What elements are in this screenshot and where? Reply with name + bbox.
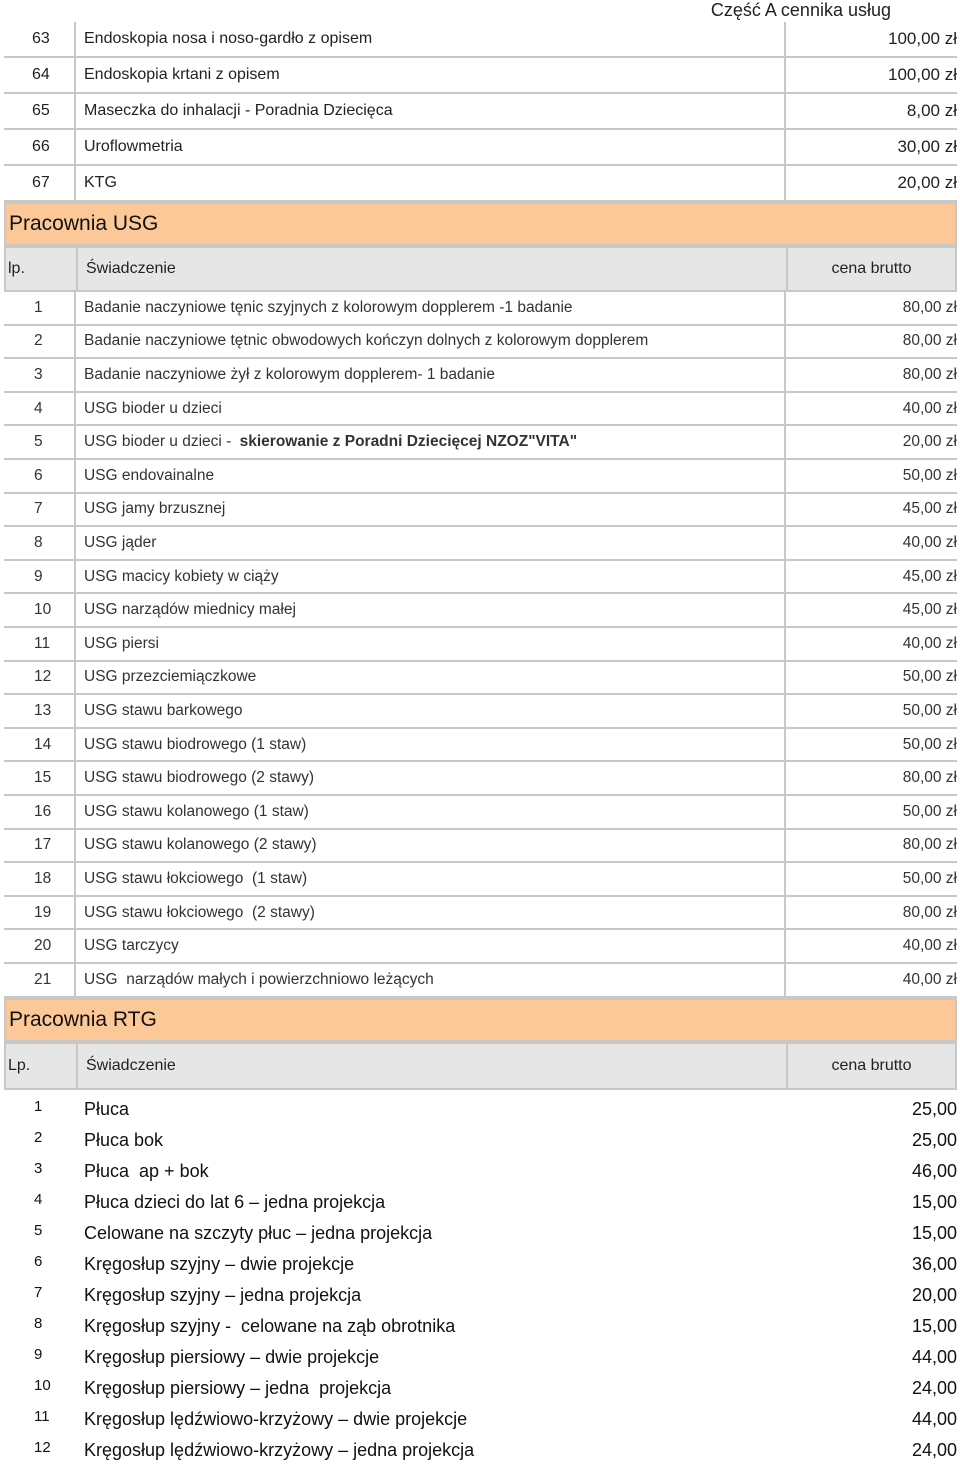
list-item [4, 1249, 957, 1280]
table-row [4, 695, 957, 729]
row-number: 66 [4, 130, 76, 164]
list-item [4, 1280, 957, 1311]
row-number: 10 [34, 1377, 51, 1394]
service-price: 50,00 zł [902, 466, 957, 484]
service-name [76, 762, 786, 794]
column-header-rtg [4, 1042, 957, 1090]
service-price: 25,00 [911, 1130, 957, 1150]
table-row [4, 393, 957, 427]
header-service: Świadczenie [78, 248, 788, 290]
service-price: 50,00 zł [902, 869, 957, 887]
service-price: 40,00 zł [902, 970, 957, 988]
service-name-text: USG stawu biodrowego (1 staw) [84, 735, 307, 753]
service-name [76, 292, 786, 324]
service-name: Kręgosłup piersiowy – jedna projekcja [84, 1378, 392, 1398]
row-number: 12 [34, 1439, 51, 1456]
row-number: 4 [34, 1191, 43, 1208]
row-number: 18 [4, 863, 76, 895]
header-price: cena brutto [831, 260, 912, 277]
service-name-text: USG stawu łokciowego (2 stawy) [84, 903, 315, 921]
service-name: Maseczka do inhalacji - Poradnia Dziecięca [76, 94, 786, 128]
table-row [4, 594, 957, 628]
row-number: 14 [4, 729, 76, 761]
row-number: 8 [34, 1315, 43, 1332]
table-row [4, 426, 957, 460]
header-price: cena brutto [831, 1057, 912, 1074]
service-price: 45,00 zł [902, 601, 957, 619]
section-title-rtg: Pracownia RTG [4, 998, 957, 1042]
rtg-list [4, 1094, 957, 1466]
service-price: 80,00 zł [902, 769, 957, 787]
row-number: 6 [4, 460, 76, 492]
table-row [4, 930, 957, 964]
service-price: 100,00 zł [888, 65, 957, 84]
service-price: 80,00 zł [902, 903, 957, 921]
table-row [4, 964, 957, 998]
service-price: 50,00 zł [902, 735, 957, 753]
row-number: 1 [34, 1098, 43, 1115]
row-number: 16 [4, 796, 76, 828]
service-name-bold: skierowanie z Poradni Dziecięcej NZOZ"VITA" [239, 433, 578, 451]
column-header-usg [4, 246, 957, 292]
table-row [4, 527, 957, 561]
service-price: 36,00 [911, 1254, 957, 1274]
list-item [4, 1125, 957, 1156]
table-row [4, 58, 957, 94]
service-price: 45,00 zł [902, 567, 957, 585]
service-price: 20,00 zł [902, 433, 957, 451]
list-item [4, 1156, 957, 1187]
header-lp: Lp. [6, 1044, 78, 1088]
row-number: 7 [34, 1284, 43, 1301]
row-number: 11 [34, 1408, 50, 1425]
section-title-usg: Pracownia USG [4, 202, 957, 246]
row-number: 63 [4, 22, 76, 56]
service-name [76, 729, 786, 761]
service-price: 20,00 [911, 1285, 957, 1305]
service-name-text: Badanie naczyniowe tęnic szyjnych z kolorowym dopplerem -1 badanie [84, 298, 573, 316]
list-item [4, 1435, 957, 1466]
service-price: 100,00 zł [888, 29, 957, 48]
row-number: 9 [4, 561, 76, 593]
service-price: 40,00 zł [902, 533, 957, 551]
service-price: 44,00 [911, 1409, 957, 1429]
service-name-text: USG stawu kolanowego (1 staw) [84, 802, 309, 820]
row-number: 20 [4, 930, 76, 962]
service-name: Płuca dzieci do lat 6 – jedna projekcja [84, 1192, 386, 1212]
service-name: Kręgosłup lędźwiowo-krzyżowy – jedna projekcja [84, 1440, 475, 1460]
row-number: 21 [4, 964, 76, 996]
row-number: 12 [4, 662, 76, 694]
table-row [4, 662, 957, 696]
table-row [4, 166, 957, 202]
service-name: Celowane na szczyty płuc – jedna projekcja [84, 1223, 433, 1243]
table-row [4, 460, 957, 494]
row-number: 7 [4, 494, 76, 526]
list-item [4, 1094, 957, 1125]
service-name: Kręgosłup szyjny - celowane na ząb obrotnika [84, 1316, 456, 1336]
service-name [76, 628, 786, 660]
service-name-text: USG endovainalne [84, 466, 215, 484]
service-name-text: Badanie naczyniowe żył z kolorowym dopplerem- 1 badanie [84, 365, 495, 383]
row-number: 8 [4, 527, 76, 559]
service-name: Kręgosłup szyjny – dwie projekcje [84, 1254, 355, 1274]
service-name [76, 830, 786, 862]
row-number: 65 [4, 94, 76, 128]
service-price: 40,00 zł [902, 937, 957, 955]
table-row [4, 561, 957, 595]
service-name: Płuca [84, 1099, 130, 1119]
service-price: 25,00 [911, 1099, 957, 1119]
service-name: Kręgosłup lędźwiowo-krzyżowy – dwie projekcje [84, 1409, 468, 1429]
service-name [76, 594, 786, 626]
service-name-text: USG macicy kobiety w ciąży [84, 567, 279, 585]
table-row [4, 494, 957, 528]
table-row [4, 729, 957, 763]
page-title: Część A cennika usług [710, 0, 891, 20]
table-row [4, 762, 957, 796]
service-price: 15,00 [911, 1223, 957, 1243]
row-number: 5 [4, 426, 76, 458]
row-number: 3 [4, 359, 76, 391]
service-name [76, 863, 786, 895]
row-number: 5 [34, 1222, 43, 1239]
service-name-text: USG jąder [84, 533, 157, 551]
table-row [4, 830, 957, 864]
header-lp: lp. [6, 248, 78, 290]
service-price: 50,00 zł [902, 802, 957, 820]
service-price: 24,00 [911, 1378, 957, 1398]
service-name: Kręgosłup szyjny – jedna projekcja [84, 1285, 362, 1305]
table-row [4, 292, 957, 326]
table-row [4, 897, 957, 931]
table-row [4, 22, 957, 58]
service-price: 50,00 zł [902, 668, 957, 686]
table-row [4, 628, 957, 662]
list-item [4, 1187, 957, 1218]
service-name [76, 662, 786, 694]
list-item [4, 1218, 957, 1249]
service-name: Płuca bok [84, 1130, 164, 1150]
service-price: 80,00 zł [902, 332, 957, 350]
list-item [4, 1342, 957, 1373]
service-name-text: USG jamy brzusznej [84, 500, 226, 518]
service-name [76, 460, 786, 492]
row-number: 13 [4, 695, 76, 727]
service-name [76, 695, 786, 727]
service-price: 8,00 zł [906, 101, 957, 120]
service-name-text: USG bioder u dzieci - [84, 433, 236, 451]
service-price: 15,00 [911, 1316, 957, 1336]
row-number: 6 [34, 1253, 43, 1270]
service-name-text: USG przezciemiączkowe [84, 668, 257, 686]
service-price: 80,00 zł [902, 365, 957, 383]
row-number: 3 [34, 1160, 43, 1177]
service-price: 80,00 zł [902, 298, 957, 316]
service-name [76, 494, 786, 526]
service-price: 30,00 zł [897, 137, 957, 156]
service-name: Uroflowmetria [76, 130, 786, 164]
list-item [4, 1311, 957, 1342]
row-number: 9 [34, 1346, 43, 1363]
service-price: 50,00 zł [902, 701, 957, 719]
row-number: 67 [4, 166, 76, 200]
table-row [4, 94, 957, 130]
row-number: 11 [4, 628, 76, 660]
service-name: Płuca ap + bok [84, 1161, 209, 1181]
service-name-text: USG narządów małych i powierzchniowo leżących [84, 970, 434, 988]
table-row [4, 796, 957, 830]
service-price: 15,00 [911, 1192, 957, 1212]
service-name-text: USG narządów miednicy małej [84, 601, 296, 619]
row-number: 17 [4, 830, 76, 862]
table-row [4, 863, 957, 897]
service-name [76, 326, 786, 358]
row-number: 64 [4, 58, 76, 92]
service-name [76, 359, 786, 391]
service-name [76, 897, 786, 929]
service-name-text: USG bioder u dzieci [84, 399, 222, 417]
row-number: 15 [4, 762, 76, 794]
service-price: 80,00 zł [902, 836, 957, 854]
service-name [76, 930, 786, 962]
service-name-text: USG piersi [84, 634, 159, 652]
service-name-text: USG stawu biodrowego (2 stawy) [84, 769, 315, 787]
service-name: Kręgosłup piersiowy – dwie projekcje [84, 1347, 380, 1367]
service-price: 40,00 zł [902, 634, 957, 652]
row-number: 1 [4, 292, 76, 324]
service-name-text: Badanie naczyniowe tętnic obwodowych kończyn dolnych z kolorowym dopplerem [84, 332, 649, 350]
service-price: 24,00 [911, 1440, 957, 1460]
service-name: KTG [76, 166, 786, 200]
row-number: 2 [4, 326, 76, 358]
service-price: 20,00 zł [897, 173, 957, 192]
service-name [76, 796, 786, 828]
service-name [76, 393, 786, 425]
row-number: 2 [34, 1129, 43, 1146]
service-price: 40,00 zł [902, 399, 957, 417]
service-name-text: USG stawu barkowego [84, 701, 243, 719]
table-row [4, 359, 957, 393]
service-name: Endoskopia nosa i noso-gardło z opisem [76, 22, 786, 56]
row-number: 4 [4, 393, 76, 425]
service-name [76, 426, 786, 458]
row-number: 19 [4, 897, 76, 929]
service-price: 44,00 [911, 1347, 957, 1367]
service-name-text: USG stawu kolanowego (2 stawy) [84, 836, 317, 854]
service-price: 45,00 zł [902, 500, 957, 518]
service-name [76, 561, 786, 593]
table-row [4, 326, 957, 360]
service-name-text: USG tarczycy [84, 937, 179, 955]
service-name [76, 527, 786, 559]
table-row [4, 130, 957, 166]
list-item [4, 1373, 957, 1404]
list-item [4, 1404, 957, 1435]
header-service: Świadczenie [78, 1044, 788, 1088]
service-name: Endoskopia krtani z opisem [76, 58, 786, 92]
service-price: 46,00 [911, 1161, 957, 1181]
service-name-text: USG stawu łokciowego (1 staw) [84, 869, 308, 887]
row-number: 10 [4, 594, 76, 626]
service-name [76, 964, 786, 996]
